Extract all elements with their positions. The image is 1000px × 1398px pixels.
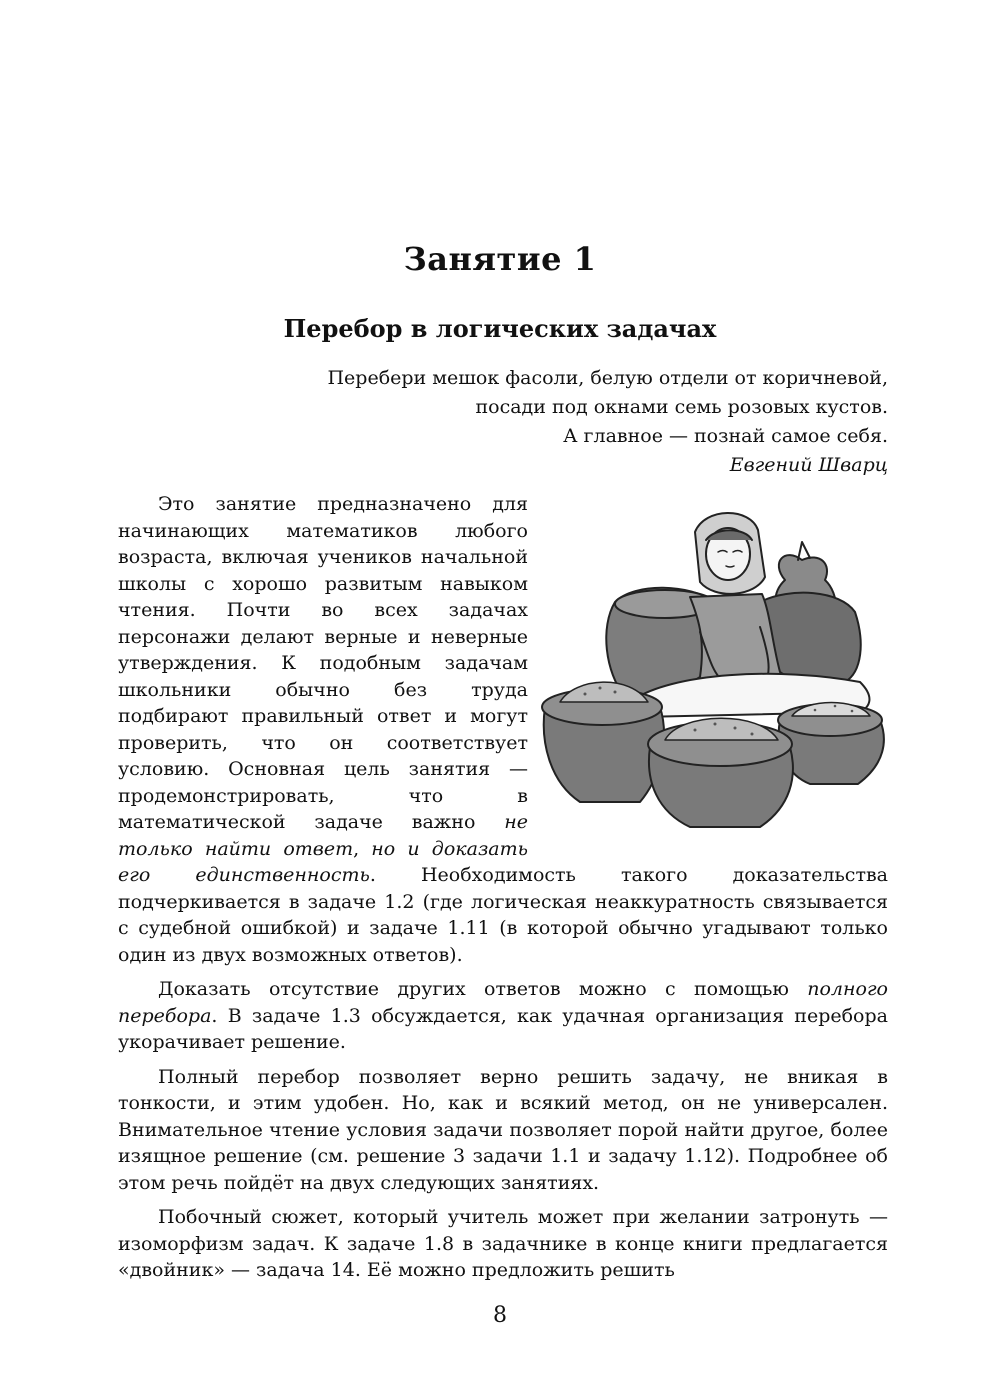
paragraph-text: Это занятие предназначено для начинающих математиков любого возраста, включая учеников начальной школы с хорошо развитым навыком чтения. Почти во всех задачах персонажи делают верные и неверные утверждения. К подобным задачам школьники обычно без труда подбирают правильный ответ и могут проверить, что он соответствует условию. Основная цель занятия — продемонстрировать, что в математической задаче важно (118, 493, 528, 833)
emphasis-text: но и доказать его единственность (118, 837, 528, 886)
emphasis-text: полного перебора (118, 978, 888, 1027)
epigraph-author: Евгений Шварц (729, 454, 888, 476)
body-text (118, 491, 888, 1292)
epigraph-line: посади под окнами семь розовых кустов. (475, 396, 888, 418)
paragraph (118, 491, 888, 968)
chapter-title: Занятие 1 (403, 240, 597, 278)
epigraph (327, 364, 888, 480)
paragraph: Побочный сюжет, который учитель может при желании затронуть — изоморфизм задач. К задаче 1.8 в задачнике в конце книги предлагается «двойник» — задача 14. Её можно предложить решить (118, 1206, 888, 1281)
page-number: 8 (493, 1303, 507, 1328)
paragraph-text: Доказать отсутствие других ответов можно с помощью (158, 978, 808, 1000)
paragraph (118, 976, 888, 1056)
paragraph-text: , (353, 837, 372, 860)
paragraph-text: . В задаче 1.3 обсуждается, как удачная организация перебора укорачивает решение. (118, 1004, 888, 1053)
paragraph-text: . Необходимость такого доказательства подчеркивается в задаче 1.2 (где логическая неаккуратность связывается с судебной ошибкой) и задаче 1.11 (в которой обычно угадывают только один из двух возможных ответов). (118, 864, 888, 966)
chapter-subtitle: Перебор в логических задачах (283, 314, 717, 343)
epigraph-line: Перебери мешок фасоли, белую отдели от коричневой, (327, 367, 888, 389)
epigraph-line: А главное — познай самое себя. (563, 425, 888, 447)
illustration-spacer (528, 491, 888, 839)
emphasis-text: не только найти ответ (118, 811, 528, 860)
paragraph: Полный перебор позволяет верно решить задачу, не вникая в тонкости, и этим удобен. Но, как и всякий метод, он не универсален. Внимательное чтение условия задачи позволяет порой найти другое, более изящное решение (см. решение 3 задачи 1.1 и задачу 1.12). Подробнее об этом речь пойдёт на двух следующих занятиях. (118, 1065, 888, 1194)
